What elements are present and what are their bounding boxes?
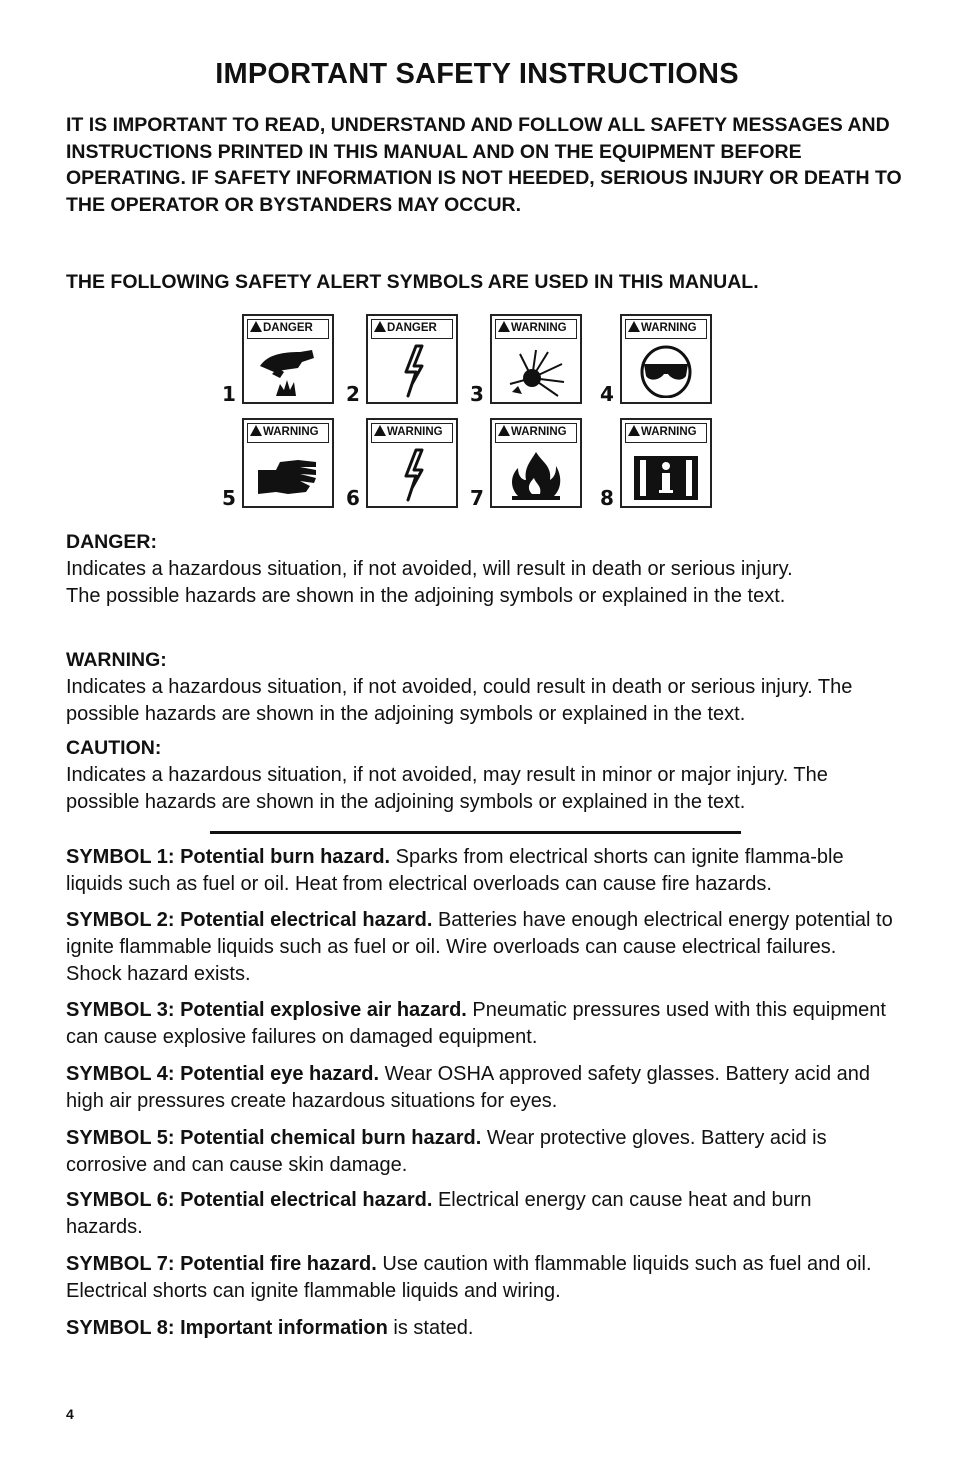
sign-header-label: DANGER — [263, 322, 313, 334]
alert-triangle-icon — [374, 425, 386, 436]
lightning-bolt-icon — [378, 448, 446, 502]
warning-sign — [490, 418, 582, 508]
sign-header-label: WARNING — [511, 426, 567, 438]
symbol-number: 4 — [600, 382, 614, 406]
danger-sign — [366, 314, 458, 404]
symbol-3 — [470, 314, 600, 408]
intro-warning-text: IT IS IMPORTANT TO READ, UNDERSTAND AND FOLLOW ALL SAFETY MESSAGES AND INSTRUCTIONS PRINTED IN THIS MANUAL AND ON THE EQUIPMENT BEFORE OPERATING. IF SAFETY INFORMATION IS NOT HEEDED, SERIOUS INJURY OR DEATH TO THE OPERATOR OR BYSTANDERS MAY OCCUR. — [66, 114, 902, 216]
warning-description: Indicates a hazardous situation, if not avoided, could result in death or serious injury. The possible hazards are shown in the adjoining symbols or explained in the text. — [66, 676, 853, 725]
warning-sign — [620, 418, 712, 508]
warning-sign — [490, 314, 582, 404]
alert-triangle-icon — [374, 321, 386, 332]
manual-info-icon — [632, 448, 700, 502]
safety-goggles-icon — [632, 344, 700, 398]
warning-sign — [242, 418, 334, 508]
symbols-intro-text: THE FOLLOWING SAFETY ALERT SYMBOLS ARE USED IN THIS MANUAL. — [66, 271, 759, 293]
lightning-bolt-icon — [378, 344, 446, 398]
page-number: 4 — [66, 1406, 74, 1422]
symbol-number: 1 — [222, 382, 236, 406]
glove-icon — [254, 448, 322, 502]
symbol-description-2: SYMBOL 2: Potential electrical hazard. Batteries have enough electrical energy potential to ignite flammable liquids such as fuel or oil. Wire overloads can cause electrical failures. Shock hazard exists. — [66, 909, 893, 985]
warning-sign — [366, 418, 458, 508]
caution-description: Indicates a hazardous situation, if not avoided, may result in minor or major injury. The possible hazards are shown in the adjoining symbols or explained in the text. — [66, 764, 828, 813]
sign-header-label: WARNING — [511, 322, 567, 334]
sign-header — [625, 423, 707, 443]
symbol-description-5: SYMBOL 5: Potential chemical burn hazard. Wear protective gloves. Battery acid is corrosive and can cause skin damage. — [66, 1127, 827, 1176]
sign-header-label: WARNING — [387, 426, 443, 438]
symbol-number: 7 — [470, 486, 484, 510]
symbol-description-3: SYMBOL 3: Potential explosive air hazard. Pneumatic pressures used with this equipment can cause explosive failures on damaged equipment. — [66, 999, 886, 1048]
sign-header — [495, 423, 577, 443]
symbol-8 — [600, 418, 730, 512]
alert-triangle-icon — [250, 321, 262, 332]
symbol-description-7: SYMBOL 7: Potential fire hazard. Use caution with flammable liquids such as fuel and oil. Electrical shorts can ignite flammable liquids and wiring. — [66, 1253, 872, 1302]
symbol-4 — [600, 314, 730, 408]
alert-triangle-icon — [250, 425, 262, 436]
symbol-7 — [470, 418, 600, 512]
danger-sign — [242, 314, 334, 404]
alert-triangle-icon — [628, 425, 640, 436]
safety-symbols-grid — [222, 312, 722, 512]
symbol-description-8: SYMBOL 8: Important information is stated. — [66, 1317, 474, 1339]
section-divider — [210, 831, 741, 834]
sign-header — [247, 319, 329, 339]
sign-header-label: WARNING — [263, 426, 319, 438]
page-title: IMPORTANT SAFETY INSTRUCTIONS — [215, 58, 739, 90]
danger-heading: DANGER: — [66, 531, 157, 553]
symbol-number: 8 — [600, 486, 614, 510]
sign-header — [495, 319, 577, 339]
sign-header — [371, 319, 453, 339]
danger-description: Indicates a hazardous situation, if not avoided, will result in death or serious injury. The possible hazards are shown in the adjoining symbols or explained in the text. — [66, 558, 793, 607]
alert-triangle-icon — [498, 425, 510, 436]
sign-header-label: WARNING — [641, 426, 697, 438]
alert-triangle-icon — [628, 321, 640, 332]
symbol-5 — [222, 418, 352, 512]
sign-header — [247, 423, 329, 443]
explosion-icon — [502, 344, 570, 398]
symbol-6 — [346, 418, 476, 512]
symbol-1 — [222, 314, 352, 408]
caution-heading: CAUTION: — [66, 737, 162, 759]
burn-hand-icon — [254, 344, 322, 398]
sign-header-label: WARNING — [641, 322, 697, 334]
symbol-number: 6 — [346, 486, 360, 510]
alert-triangle-icon — [498, 321, 510, 332]
warning-heading: WARNING: — [66, 649, 167, 671]
fire-icon — [502, 448, 570, 502]
sign-header — [625, 319, 707, 339]
symbol-2 — [346, 314, 476, 408]
symbol-number: 3 — [470, 382, 484, 406]
sign-header-label: DANGER — [387, 322, 437, 334]
symbol-description-1: SYMBOL 1: Potential burn hazard. Sparks from electrical shorts can ignite flamma-ble liquids such as fuel or oil. Heat from electrical overloads can cause fire hazards. — [66, 846, 844, 895]
symbol-number: 2 — [346, 382, 360, 406]
sign-header — [371, 423, 453, 443]
symbol-description-6: SYMBOL 6: Potential electrical hazard. Electrical energy can cause heat and burn hazards. — [66, 1189, 812, 1238]
symbol-description-4: SYMBOL 4: Potential eye hazard. Wear OSHA approved safety glasses. Battery acid and high air pressures create hazardous situations for eyes. — [66, 1063, 871, 1112]
symbol-number: 5 — [222, 486, 236, 510]
warning-sign — [620, 314, 712, 404]
